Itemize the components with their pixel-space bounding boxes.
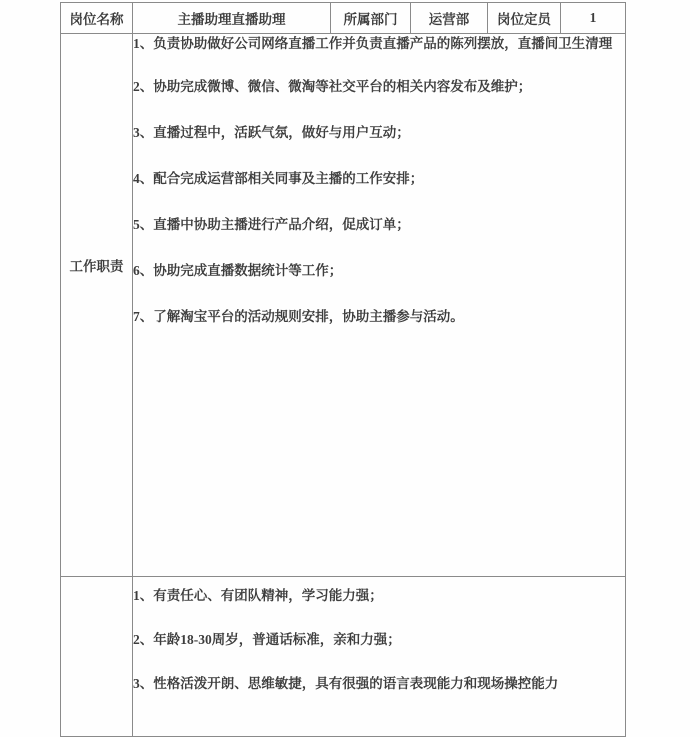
requirements-content (133, 577, 626, 737)
responsibilities-section-label: 工作职责 (61, 34, 133, 577)
requirements-row (61, 577, 626, 737)
responsibility-item-1: 1、负责协助做好公司网络直播工作并负责直播产品的陈列摆放，直播间卫生清理 (133, 36, 613, 51)
requirement-item-2: 2、年龄18-30周岁，普通话标准，亲和力强； (133, 632, 401, 647)
requirements-section-label (61, 577, 133, 737)
headcount-label: 岗位定员 (488, 3, 561, 34)
responsibility-item-7: 7、了解淘宝平台的活动规则安排，协助主播参与活动。 (133, 309, 464, 324)
position-name-label: 岗位名称 (61, 3, 133, 34)
requirement-item-1: 1、有责任心、有团队精神，学习能力强； (133, 588, 383, 603)
department-label: 所属部门 (331, 3, 411, 34)
table-header-row (61, 3, 626, 34)
responsibility-item-5: 5、直播中协助主播进行产品介绍，促成订单； (133, 217, 410, 232)
job-description-table (60, 2, 626, 737)
responsibilities-row (61, 34, 626, 577)
requirement-item-3: 3、性格活泼开朗、思维敏捷，具有很强的语言表现能力和现场操控能力 (133, 676, 559, 691)
position-name-value: 主播助理直播助理 (133, 3, 331, 34)
responsibility-item-3: 3、直播过程中，活跃气氛，做好与用户互动； (133, 125, 410, 140)
department-value: 运营部 (411, 3, 488, 34)
responsibility-item-6: 6、协助完成直播数据统计等工作； (133, 263, 343, 278)
responsibility-item-2: 2、协助完成微博、微信、微淘等社交平台的相关内容发布及维护； (133, 79, 532, 94)
headcount-value: 1 (561, 3, 626, 34)
responsibilities-content (133, 34, 626, 577)
responsibility-item-4: 4、配合完成运营部相关同事及主播的工作安排； (133, 171, 424, 186)
